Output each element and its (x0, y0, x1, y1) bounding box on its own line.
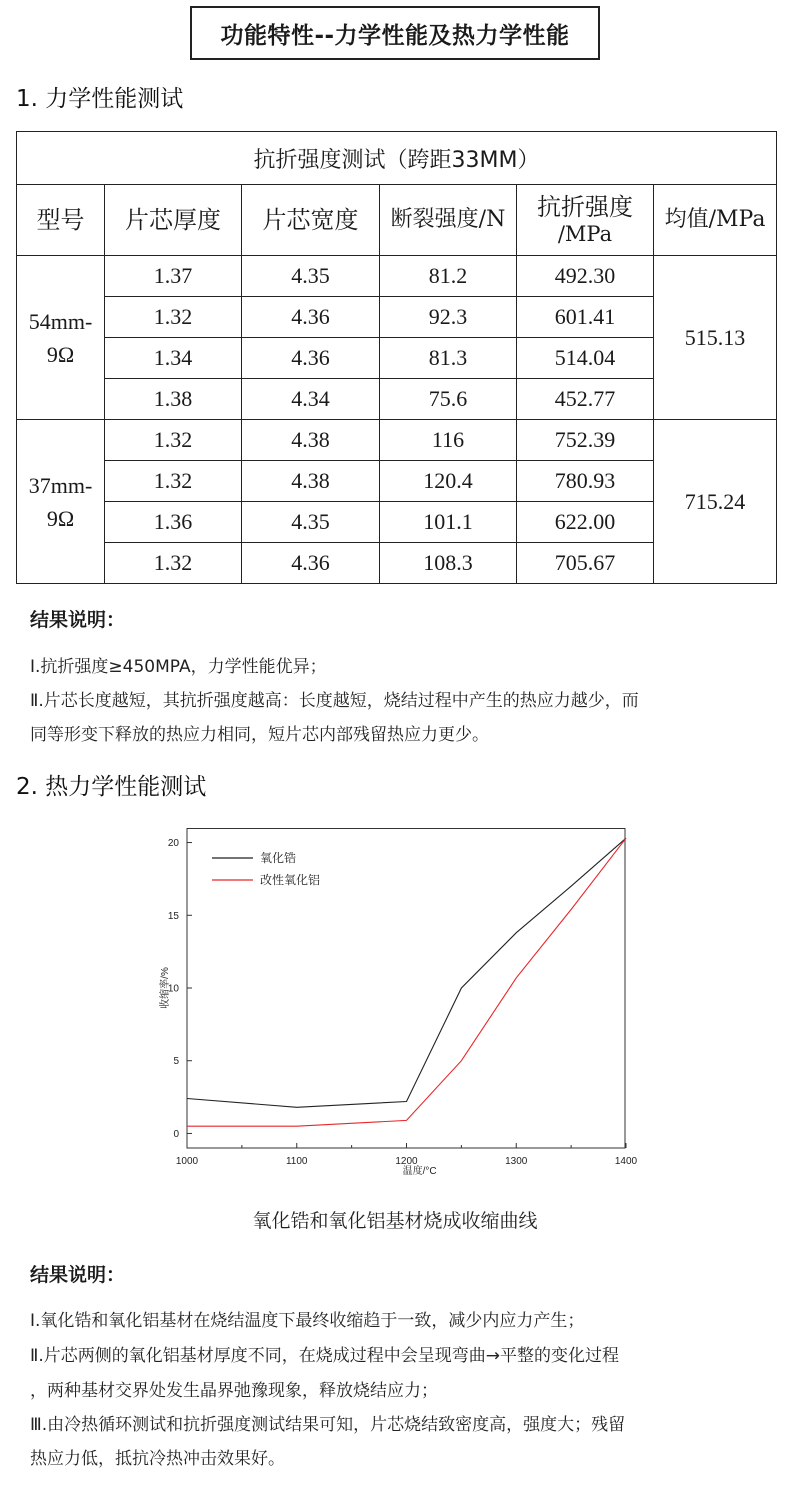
note-line: ，两种基材交界处发生晶界弛豫现象，释放烧结应力； (30, 1381, 438, 1401)
table-cell: 622.00 (517, 502, 654, 543)
y-tick-label: 15 (167, 910, 179, 922)
chart-caption: 氧化锆和氧化铝基材烧成收缩曲线 (252, 1210, 538, 1232)
x-tick-label: 1100 (285, 1156, 308, 1167)
header-model: 型号 (17, 185, 105, 256)
shrinkage-chart-svg (160, 828, 638, 1177)
note-line: Ⅰ.氧化锆和氧化铝基材在烧结温度下最终收缩趋于一致，减少内应力产生； (30, 1311, 585, 1331)
y-axis-label: 收缩率/% (160, 967, 171, 1009)
table-cell: 120.4 (380, 461, 517, 502)
table-cell: 1.32 (105, 420, 242, 461)
table-cell: 780.93 (517, 461, 654, 502)
table-cell: 4.36 (242, 543, 380, 584)
table-cell: 81.2 (380, 256, 517, 297)
note-line: 热应力低，抵抗冷热冲击效果好。 (30, 1449, 285, 1469)
table-cell: 108.3 (380, 543, 517, 584)
table-cell: 1.32 (105, 543, 242, 584)
table-cell: 1.38 (105, 379, 242, 420)
header-flexural-strength-line2: /MPa (557, 222, 613, 246)
table-body (17, 256, 777, 584)
flexural-strength-table (16, 131, 777, 584)
table-cell: 601.41 (517, 297, 654, 338)
y-tick-label: 10 (167, 983, 179, 995)
x-tick-label: 1200 (395, 1156, 418, 1167)
header-width: 片芯宽度 (242, 185, 380, 256)
table-cell: 101.1 (380, 502, 517, 543)
table-cell: 1.36 (105, 502, 242, 543)
note-line: Ⅱ.片芯两侧的氧化铝基材厚度不同，在烧成过程中会呈现弯曲→平整的变化过程 (30, 1346, 620, 1366)
table-cell: 4.35 (242, 256, 380, 297)
series-line-2 (187, 838, 626, 1126)
table-cell: 1.32 (105, 297, 242, 338)
plot-frame (187, 829, 625, 1149)
shrinkage-chart (160, 828, 638, 1177)
notes-heading-mechanical: 结果说明： (30, 609, 126, 631)
table-cell: 4.36 (242, 338, 380, 379)
notes-heading-thermal: 结果说明： (30, 1264, 126, 1286)
x-axis-label: 温度/°C (402, 1166, 437, 1177)
note-line: Ⅱ.片芯长度越短，其抗折强度越高：长度越短，烧结过程中产生的热应力越少，而 (30, 691, 639, 711)
table-cell: 4.35 (242, 502, 380, 543)
table-cell: 752.39 (517, 420, 654, 461)
header-flexural-strength (517, 185, 654, 256)
y-tick-label: 20 (167, 838, 179, 850)
table-cell: 452.77 (517, 379, 654, 420)
section-heading-mechanical: 1. 力学性能测试 (16, 86, 184, 112)
note-line: Ⅰ.抗折强度≥450MPA，力学性能优异； (30, 657, 327, 677)
table-caption: 抗折强度测试（跨距33MM） (17, 132, 777, 185)
average-cell: 715.24 (654, 420, 777, 584)
average-cell: 515.13 (654, 256, 777, 420)
note-line: Ⅲ.由冷热循环测试和抗折强度测试结果可知，片芯烧结致密度高，强度大；残留 (30, 1415, 626, 1435)
legend-label-2: 改性氧化铝 (260, 873, 321, 887)
header-average: 均值/MPa (654, 185, 777, 256)
table-cell: 4.38 (242, 420, 380, 461)
header-flexural-strength-line1: 抗折强度 (537, 192, 633, 221)
table-cell: 1.37 (105, 256, 242, 297)
table-cell: 705.67 (517, 543, 654, 584)
series-line-1 (187, 838, 626, 1107)
section-heading-thermal: 2. 热力学性能测试 (16, 774, 207, 800)
table-cell: 514.04 (517, 338, 654, 379)
table-cell: 92.3 (380, 297, 517, 338)
x-tick-label: 1400 (614, 1156, 638, 1167)
table-cell: 1.34 (105, 338, 242, 379)
header-thickness: 片芯厚度 (105, 185, 242, 256)
table-row (17, 256, 777, 297)
table-cell: 4.34 (242, 379, 380, 420)
table-cell: 1.32 (105, 461, 242, 502)
table-cell: 81.3 (380, 338, 517, 379)
table-row (17, 420, 777, 461)
table-cell: 75.6 (380, 379, 517, 420)
x-tick-label: 1300 (505, 1156, 528, 1167)
x-tick-label: 1000 (175, 1156, 199, 1167)
table-cell: 492.30 (517, 256, 654, 297)
note-line: 同等形变下释放的热应力相同，短片芯内部残留热应力更少。 (30, 725, 489, 745)
legend-label-1: 氧化锆 (260, 851, 297, 865)
model-cell: 54mm- 9Ω (17, 256, 105, 420)
y-tick-label: 0 (173, 1128, 179, 1140)
model-cell: 37mm- 9Ω (17, 420, 105, 584)
table-cell: 116 (380, 420, 517, 461)
table-cell: 4.36 (242, 297, 380, 338)
table-cell: 4.38 (242, 461, 380, 502)
page-title: 功能特性--力学性能及热力学性能 (190, 6, 600, 60)
header-break-strength: 断裂强度/N (380, 185, 517, 256)
y-tick-label: 5 (173, 1056, 179, 1068)
